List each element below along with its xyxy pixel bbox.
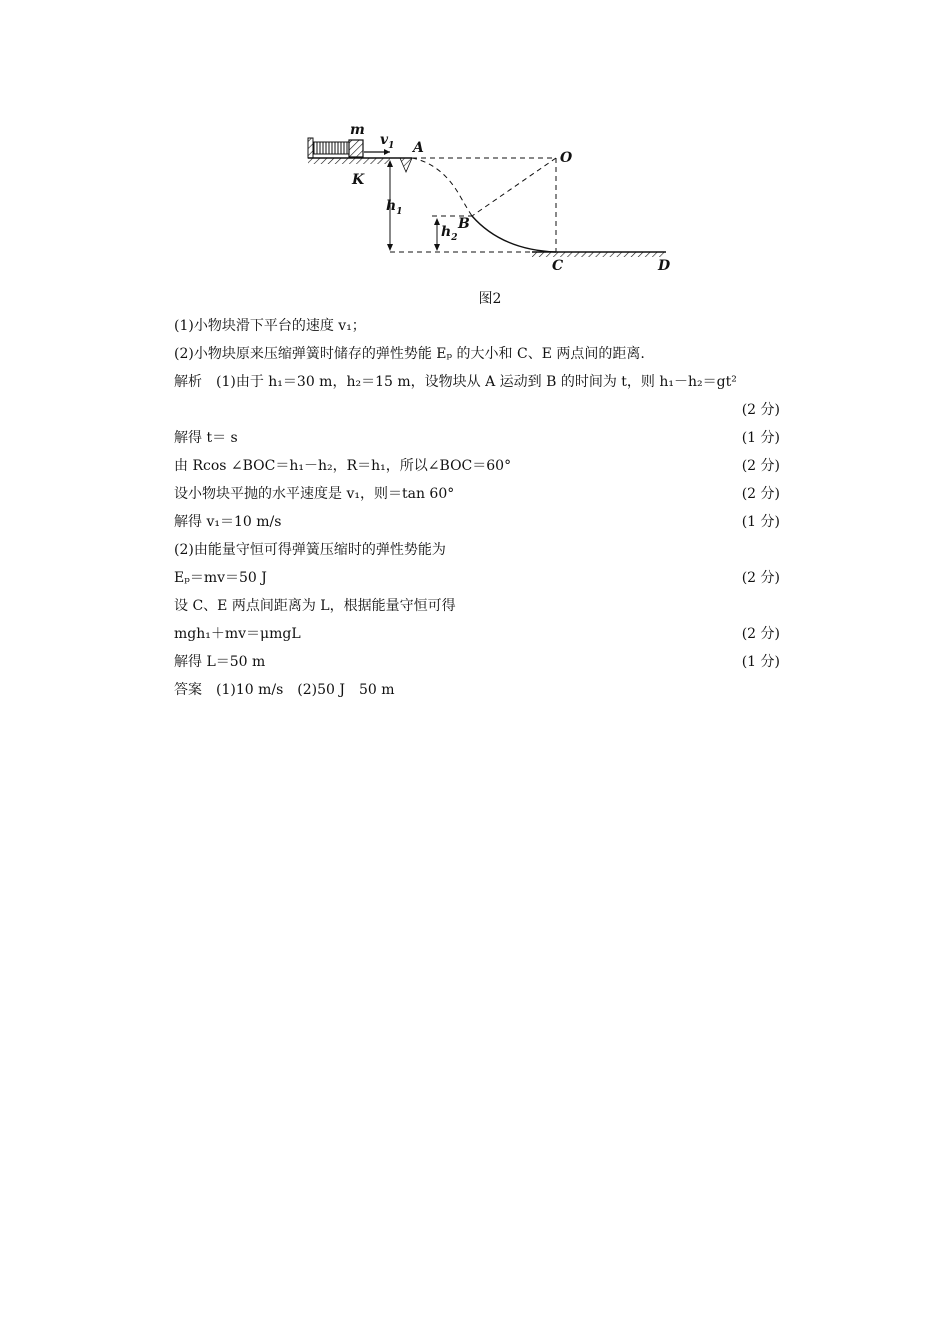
text-line <box>174 592 814 620</box>
figure-diagram <box>300 128 680 278</box>
line-text: 设 C、E 两点间距离为 L，根据能量守恒可得 <box>174 598 456 614</box>
wall <box>308 138 313 158</box>
text-line <box>174 564 814 592</box>
text-line <box>174 368 814 396</box>
label-K: K <box>352 172 365 188</box>
line-text: (1)小物块滑下平台的速度 v₁； <box>174 318 366 334</box>
line-text: 由 Rcos ∠BOC＝h₁－h₂，R＝h₁，所以∠BOC＝60° <box>174 458 512 474</box>
line-score: (2 分) <box>741 402 780 418</box>
physics-figure <box>300 122 680 278</box>
label-v1: $v_1$ <box>380 132 395 151</box>
text-line <box>174 424 814 452</box>
line-text: (2)小物块原来压缩弹簧时储存的弹性势能 Eₚ 的大小和 C、E 两点间的距离. <box>174 346 645 362</box>
line-score: (2 分) <box>741 570 780 586</box>
text-line <box>174 620 814 648</box>
line-score: (1 分) <box>741 514 780 530</box>
text-line <box>174 676 814 704</box>
label-h2: $h_2$ <box>441 224 458 243</box>
label-m: m <box>350 122 365 138</box>
text-line <box>174 536 814 564</box>
ground-hatch <box>532 252 666 257</box>
line-text: Eₚ＝mv＝50 J <box>174 570 267 586</box>
line-score: (1 分) <box>741 430 780 446</box>
label-D: D <box>658 258 671 274</box>
text-line <box>174 452 814 480</box>
spring <box>313 142 349 154</box>
line-text: 解得 v₁＝10 m/s <box>174 514 282 530</box>
block-m <box>349 140 363 157</box>
line-text: 答案 (1)10 m/s (2)50 J 50 m <box>174 682 395 698</box>
text-line <box>174 312 814 340</box>
text-line <box>174 396 814 424</box>
line-text: 设小物块平抛的水平速度是 v₁，则＝tan 60° <box>174 486 455 502</box>
line-score: (2 分) <box>741 626 780 642</box>
label-B: B <box>458 216 470 232</box>
line-text: 解析 (1)由于 h₁＝30 m，h₂＝15 m，设物块从 A 运动到 B 的时间为 t，则 h₁－h₂＝gt² <box>174 374 737 390</box>
dashed-OB <box>472 158 556 216</box>
trajectory <box>412 158 472 216</box>
arc-BC <box>472 216 556 252</box>
text-line <box>174 340 814 368</box>
figure-caption: 图2 <box>478 291 502 307</box>
line-score: (2 分) <box>741 486 780 502</box>
platform-edge <box>400 158 412 172</box>
label-h1: $h_1$ <box>386 198 403 217</box>
text-line <box>174 648 814 676</box>
platform-hatch <box>308 158 390 164</box>
label-A: A <box>413 140 424 156</box>
solution-text <box>174 312 814 704</box>
text-line <box>174 480 814 508</box>
line-text: mgh₁＋mv＝μmgL <box>174 626 301 642</box>
line-score: (1 分) <box>741 654 780 670</box>
line-text: 解得 L＝50 m <box>174 654 266 670</box>
line-text: (2)由能量守恒可得弹簧压缩时的弹性势能为 <box>174 542 446 558</box>
line-score: (2 分) <box>741 458 780 474</box>
line-text: 解得 t＝ s <box>174 430 238 446</box>
label-C: C <box>552 258 564 274</box>
text-line <box>174 508 814 536</box>
label-O: O <box>560 150 573 166</box>
